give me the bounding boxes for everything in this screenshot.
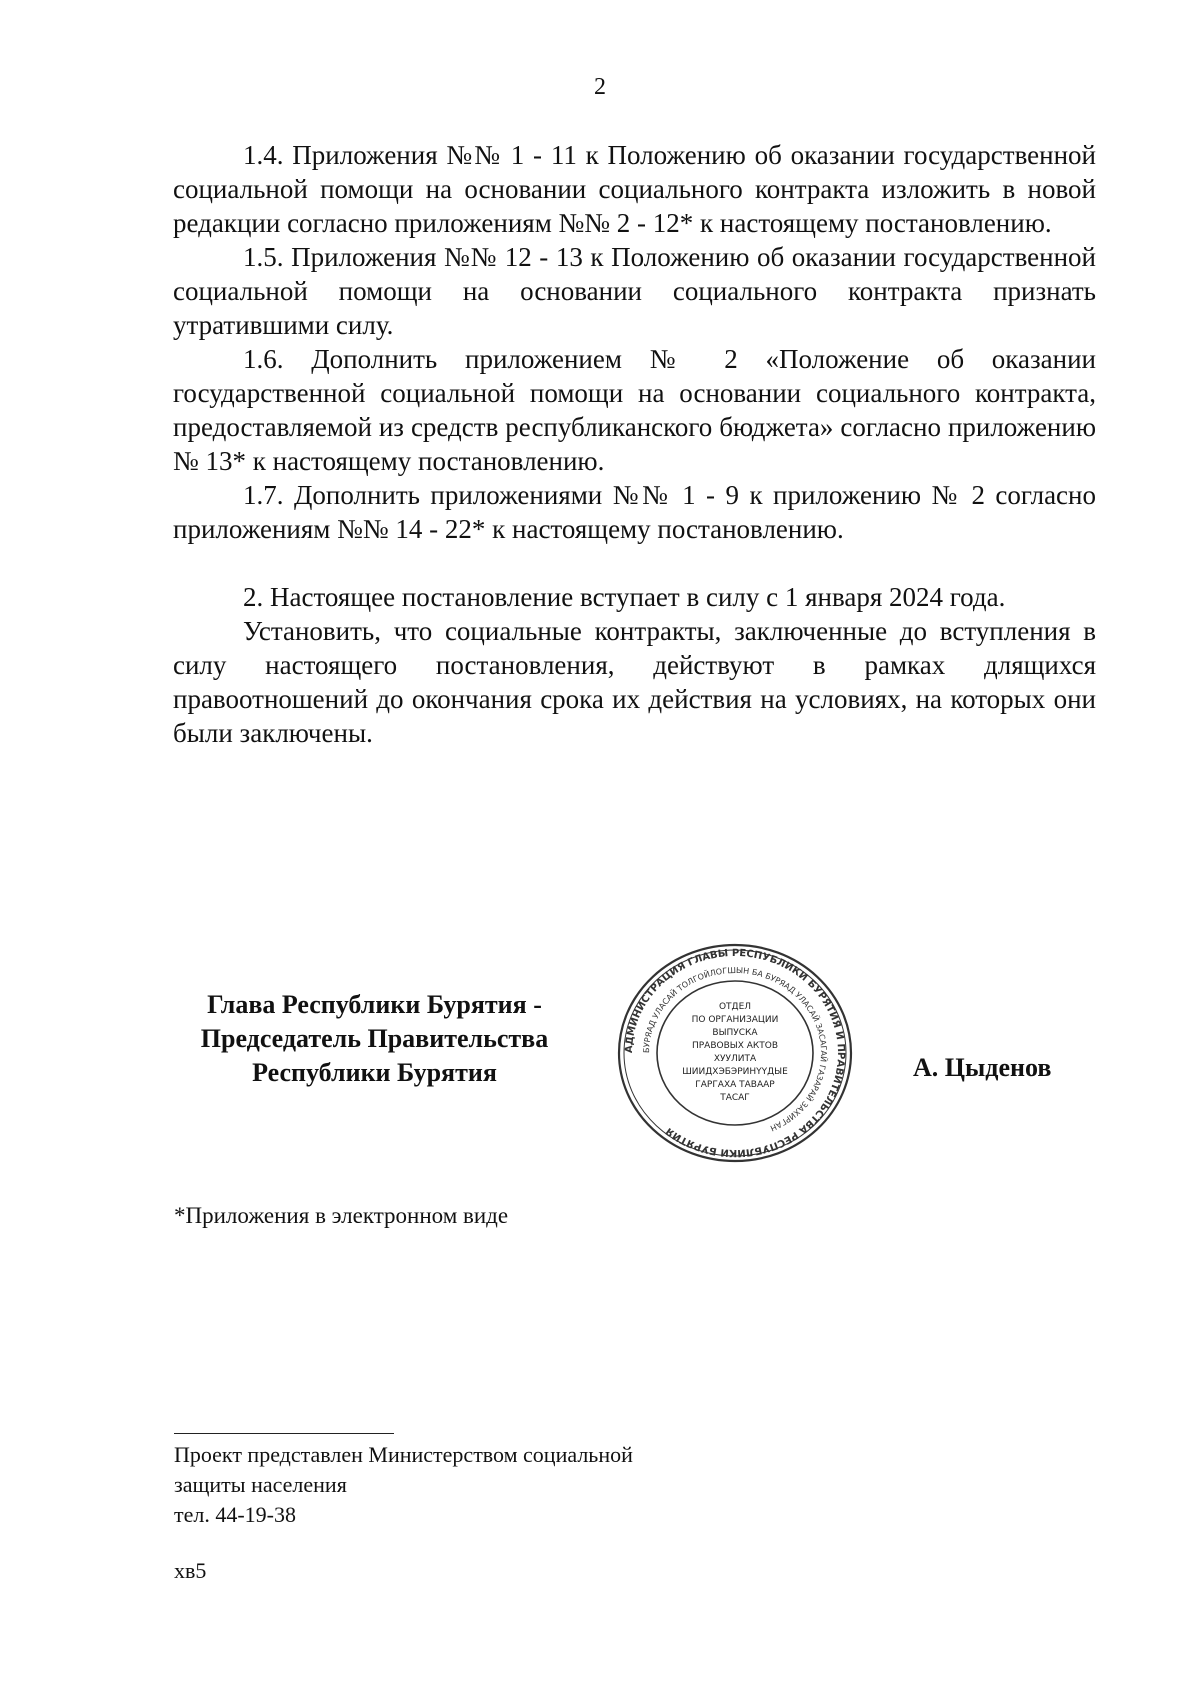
footnote-divider: [174, 1433, 394, 1434]
seal-center-line: ГАРГАХА ТАВААР: [695, 1080, 775, 1090]
signer-name: А. Цыденов: [913, 1053, 1052, 1082]
seal-center-line: ВЫПУСКА: [712, 1028, 758, 1038]
signatory-title-line: Председатель Правительства: [200, 1024, 549, 1053]
seal-outer-ring-text: АДМИНИСТРАЦИЯ ГЛАВЫ РЕСПУБЛИКИ БУРЯТИЯ И ПРАВИТЕЛЬСТВА РЕСПУБЛИКИ БУРЯТИЯ: [623, 947, 847, 1159]
seal-center-line: ОТДЕЛ: [718, 1002, 752, 1012]
seal-center-line: ПО ОРГАНИЗАЦИИ: [691, 1015, 779, 1025]
paragraph-2-continuation: Установить, что социальные контракты, заключенные до вступления в силу настоящего постановления, действуют в рамках длящихся правоотношений до окончания срока их действия на условиях, на которых они были заключены.: [173, 616, 1096, 748]
attachments-note: *Приложения в электронном виде: [174, 1203, 509, 1228]
paragraph-1-5: 1.5. Приложения №№ 12 - 13 к Положению об оказании государственной социальной помощи на основании социального контракта признать утратившими силу.: [173, 242, 1096, 340]
footnote-line: тел. 44-19-38: [174, 1502, 297, 1527]
document-body: [173, 138, 1096, 750]
signatory-title: [172, 988, 577, 1090]
footnote-line: Проект представлен Министерством социальной: [174, 1442, 633, 1467]
paragraph-1-4: 1.4. Приложения №№ 1 - 11 к Положению об оказании государственной социальной помощи на основании социального контракта изложить в новой редакции согласно приложениям №№ 2 - 12* к настоящему постановлению.: [173, 140, 1096, 238]
paragraph-1-7: 1.7. Дополнить приложениями №№ 1 - 9 к приложению № 2 согласно приложениям №№ 14 - 22* к настоящему постановлению.: [173, 480, 1096, 544]
footnote-line: защиты населения: [174, 1472, 347, 1497]
signatory-title-line: Глава Республики Бурятия -: [207, 990, 542, 1019]
page-number: 2: [594, 74, 606, 100]
seal-center-line: ТАСАГ: [720, 1093, 750, 1103]
seal-center-line: ХУУЛИТА: [713, 1054, 757, 1064]
document-code: хв5: [174, 1558, 207, 1583]
signatory-title-line: Республики Бурятия: [252, 1058, 497, 1087]
paragraph-2: 2. Настоящее постановление вступает в силу с 1 января 2024 года.: [243, 582, 1006, 612]
seal-center-line: ПРАВОВЫХ АКТОВ: [691, 1041, 779, 1051]
seal-inner-ring-text: БУРЯАД УЛАСАЙ ТОЛГОЙЛОГШЫН БА БУРЯАД УЛАСАЙ ЗАСАГАЙ ГАЗАРАЙ ЗАХИРГАН: [641, 965, 829, 1133]
seal-center-line: ШИИДХЭБЭРИНҮҮДЫЕ: [682, 1067, 788, 1077]
paragraph-1-6: 1.6. Дополнить приложением № 2 «Положение об оказании государственной социальной помощи на основании социального контракта, предоставляемой из средств республиканского бюджета» согласно приложению № 13* к настоящему постановлению.: [173, 344, 1096, 476]
official-seal-stamp: [615, 943, 855, 1163]
footnote: [174, 1440, 633, 1530]
